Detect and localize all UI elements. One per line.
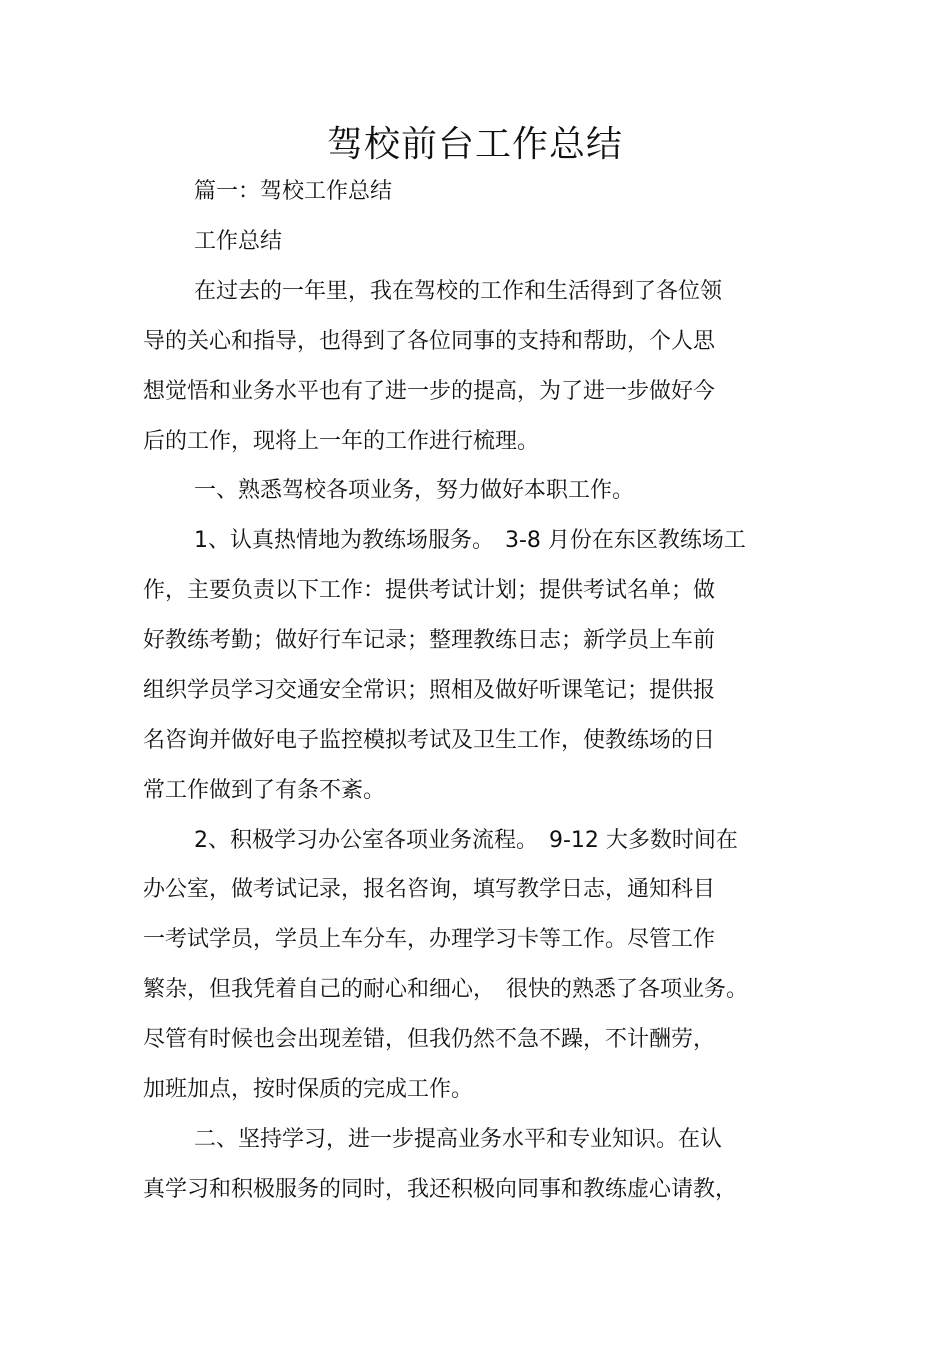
paragraph-line: 作，主要负责以下工作：提供考试计划；提供考试名单；做 [143,578,716,603]
paragraph-line: 常工作做到了有条不紊。 [143,778,386,803]
paragraph-line: 尽管有时候也会出现差错，但我仍然不急不躁，不计酬劳， [143,1027,716,1052]
paragraph-line: 想觉悟和业务水平也有了进一步的提高，为了进一步做好今 [143,379,716,404]
section-heading: 篇一：驾校工作总结 [194,179,393,204]
paragraph-line: 2、积极学习办公室各项业务流程。 9-12 大多数时间在 [194,828,738,853]
paragraph-line: 名咨询并做好电子监控模拟考试及卫生工作，使教练场的日 [143,728,716,753]
paragraph-line: 一考试学员，学员上车分车，办理学习卡等工作。尽管工作 [143,927,716,952]
paragraph-line: 一、熟悉驾校各项业务，努力做好本职工作。 [194,478,635,503]
paragraph-line: 繁杂，但我凭着自己的耐心和细心， 很快的熟悉了各项业务。 [143,977,749,1002]
paragraph-line: 好教练考勤；做好行车记录；整理教练日志；新学员上车前 [143,628,716,653]
paragraph-line: 1、认真热情地为教练场服务。 3-8 月份在东区教练场工 [194,528,746,553]
document-title: 驾校前台工作总结 [326,124,623,165]
paragraph-line: 组织学员学习交通安全常识；照相及做好听课笔记；提供报 [143,678,716,703]
paragraph-line: 在过去的一年里，我在驾校的工作和生活得到了各位领 [194,279,723,304]
paragraph-line: 真学习和积极服务的同时，我还积极向同事和教练虚心请教， [143,1177,738,1202]
paragraph-line: 后的工作，现将上一年的工作进行梳理。 [143,429,540,454]
paragraph-line: 导的关心和指导，也得到了各位同事的支持和帮助，个人思 [143,329,716,354]
subheading: 工作总结 [194,229,283,254]
paragraph-line: 二、坚持学习，进一步提高业务水平和专业知识。在认 [194,1127,723,1152]
paragraph-line: 加班加点，按时保质的完成工作。 [143,1077,474,1102]
paragraph-line: 办公室，做考试记录，报名咨询，填写教学日志，通知科目 [143,877,716,902]
